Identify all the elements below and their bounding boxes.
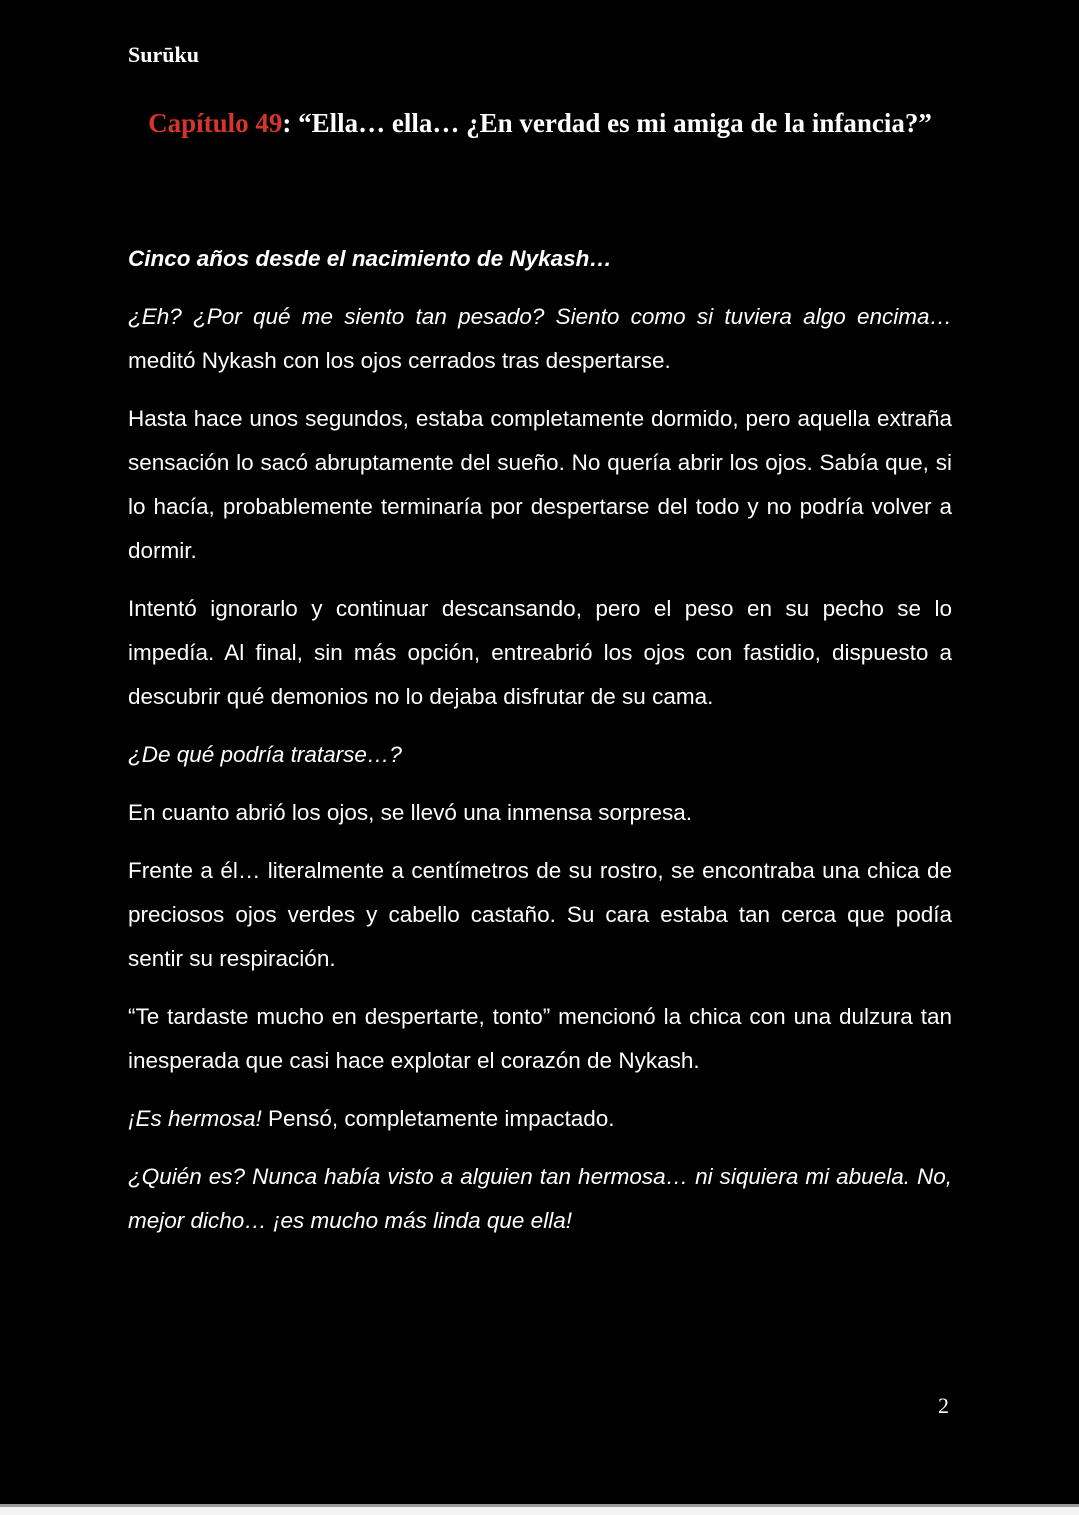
running-header: Surūku (128, 42, 199, 67)
paragraph (128, 733, 952, 777)
text-run: Pensó, completamente impactado. (261, 1106, 615, 1131)
paragraph (128, 1097, 952, 1141)
paragraph (128, 791, 952, 835)
page-number: 2 (938, 1393, 949, 1418)
text-run: En cuanto abrió los ojos, se llevó una inmensa sorpresa. (128, 800, 693, 825)
paragraph (128, 995, 952, 1083)
text-run: ¿Quién es? Nunca había visto a alguien tan hermosa… ni siquiera mi abuela. No, mejor dicho… ¡es mucho más linda que ella! (128, 1164, 952, 1233)
chapter-name: : “Ella… ella… ¿En verdad es mi amiga de la infancia?” (282, 108, 932, 138)
paragraph (128, 397, 952, 573)
text-run: ¿Eh? ¿Por qué me siento tan pesado? Siento como si tuviera algo encima… (128, 304, 952, 329)
body-text (128, 237, 952, 1257)
text-run: “Te tardaste mucho en despertarte, tonto” mencionó la chica con una dulzura tan inesperada que casi hace explotar el corazón de Nykash. (128, 1004, 952, 1073)
text-run: Frente a él… literalmente a centímetros de su rostro, se encontraba una chica de preciosos ojos verdes y cabello castaño. Su cara estaba tan cerca que podía sentir su respiración. (128, 858, 952, 971)
text-run: Cinco años desde el nacimiento de Nykash… (128, 246, 612, 271)
text-run: Intentó ignorarlo y continuar descansando, pero el peso en su pecho se lo impedía. Al final, sin más opción, entreabrió los ojos con fastidio, dispuesto a descubrir qué demonios no lo dejaba disfrutar de su cama. (128, 596, 952, 709)
paragraph (128, 587, 952, 719)
paragraph (128, 849, 952, 981)
text-run: Hasta hace unos segundos, estaba completamente dormido, pero aquella extraña sensación lo sacó abruptamente del sueño. No quería abrir los ojos. Sabía que, si lo hacía, probablemente terminaría por despertarse del todo y no podría volver a dormir. (128, 406, 952, 563)
paragraph (128, 295, 952, 383)
text-run: ¡Es hermosa! (128, 1106, 262, 1131)
chapter-title (128, 106, 952, 140)
text-run: meditó Nykash con los ojos cerrados tras despertarse. (128, 348, 671, 373)
text-run: ¿De qué podría tratarse…? (128, 742, 402, 767)
paragraph (128, 237, 952, 281)
chapter-number: Capítulo 49 (148, 108, 283, 138)
paragraph (128, 1155, 952, 1243)
